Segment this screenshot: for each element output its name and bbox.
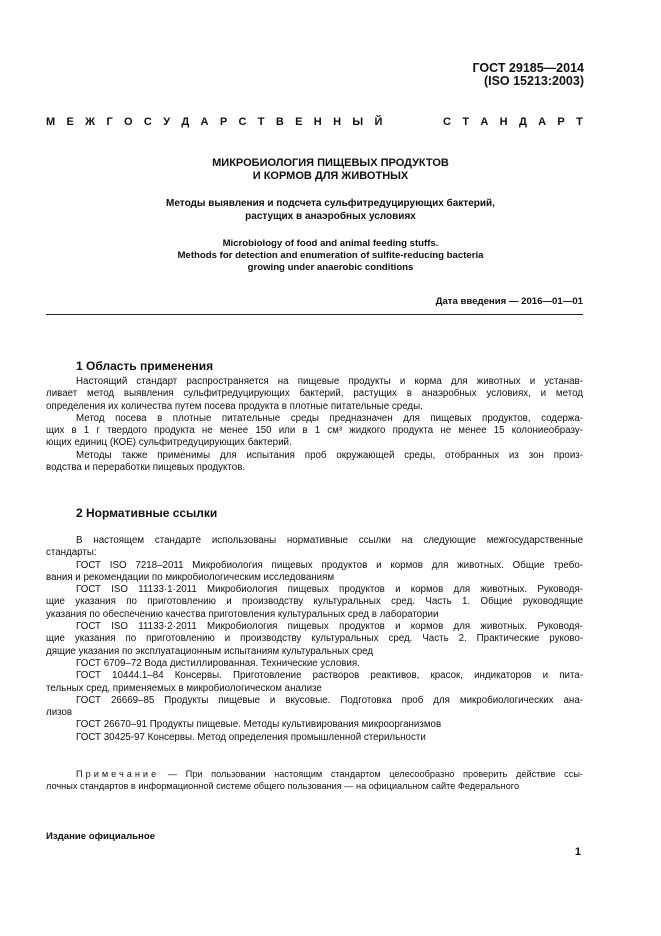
reference-line: дящие указания по эксплуатационным испытаниям культуральных сред [46,645,374,657]
document-code [472,62,584,88]
note-label: Примечание [76,769,160,779]
subtitle-line: Методы выявления и подсчета сульфитредуцирующих бактерий, [166,198,495,209]
divider [46,314,583,315]
interstate-letter: Т [257,116,265,128]
interstate-standard-heading [46,116,583,128]
paragraph-line: ливает метод выявления сульфитредуцирующих бактерий, растущих в анаэробных условиях, и метод [46,388,583,400]
interstate-letter: Ж [85,116,96,128]
interstate-letter: А [480,116,489,128]
section-1-heading: 1 Область применения [76,359,214,373]
interstate-letter: Н [333,116,342,128]
interstate-letter: Н [499,116,508,128]
reference-line: щие указания по приготовлению и производству культуральных сред. Часть 1. Общие руководящие [46,596,583,608]
interstate-letter: Р [557,116,565,128]
reference-line: ГОСТ 26669–85 Продукты пищевые и вкусовые. Подготовка проб для микробиологических ана- [76,694,583,706]
reference-line: ГОСТ ISO 7218–2011 Микробиология пищевых продуктов и кормов для животных. Общие требо- [76,559,583,571]
english-title [46,238,615,274]
paragraph-line: Метод посева в плотные питательные среды предназначен для пищевых продуктов, содержа- [76,412,583,424]
interstate-letter: Р [219,116,228,128]
note-line [46,768,583,780]
english-title-line: Methods for detection and enumeration of sulfite-reducing bacteria [177,250,484,261]
reference-line: ГОСТ 10444.1–84 Консервы. Приготовление растворов реактивов, красок, индикаторов и пита- [76,670,583,682]
english-title-line: growing under anaerobic conditions [247,262,414,273]
interstate-letter: У [163,116,171,128]
interstate-letter: В [275,116,284,128]
reference-line: вания и рекомендации по микробиологическим исследованиям [46,571,335,583]
paragraph-line: водства и переработки пищевых продуктов. [46,462,246,474]
reference-line: ГОСТ 26670–91 Продукты пищевые. Методы культивирования микроорганизмов [76,719,442,731]
subtitle-line: растущих в анаэробных условиях [245,211,416,222]
section-2-heading: 2 Нормативные ссылки [76,506,218,520]
interstate-letter: Г [106,116,113,128]
reference-line: ГОСТ ISO 11133·1·2011 Микробиология пищевых продуктов и кормов для животных. Руководя- [76,584,583,596]
title-line: И КОРМОВ ДЛЯ ЖИВОТНЫХ [252,170,409,182]
interstate-letter: Д [518,116,527,128]
interstate-letter: Т [462,116,470,128]
paragraph-line: стандарты: [46,547,97,559]
paragraph-line: ющих единиц (КОЕ) сульфитредуцирующих бактерий. [46,437,292,449]
paragraph-line: определения их количества путем посева продукта в плотные питательные среды. [46,400,423,412]
interstate-letter: Ы [352,116,364,128]
reference-line: ГОСТ 30425-97 Консервы. Метод определения промышленной стерильности [76,731,426,743]
interstate-letter: Е [66,116,74,128]
interstate-letter: А [200,116,209,128]
document-title [46,157,615,183]
note [46,768,583,793]
title-line: МИКРОБИОЛОГИЯ ПИЩЕВЫХ ПРОДУКТОВ [212,157,449,169]
page-number: 1 [574,846,581,858]
paragraph-line: В настоящем стандарте использованы нормативные ссылки на следующие межгосударственные [76,535,583,546]
interstate-letter: С [443,116,451,128]
interstate-letter: С [143,116,152,128]
iso-number: (ISO 15213:2003) [483,74,584,88]
paragraph-line: Методы также применимы для испытания проб окружающей среды, отобранных из зон произ- [76,449,583,461]
reference-line: щие указания по приготовлению и производству культуральных сред. Часть 2. Практические руково- [46,633,583,645]
reference-line: указания по обеспечению качества приготовления культуральных сред в лаборатории [46,608,439,620]
interstate-letter: О [124,116,133,128]
paragraph-line: Настоящий стандарт распространяется на пищевые продукты и корма для животных и устанав- [76,376,583,387]
word-gap [394,116,432,128]
reference-line: ГОСТ ISO 11133·2·2011 Микробиология пищевых продуктов и кормов для животных. Руководя- [76,621,583,633]
interstate-letter: М [46,116,56,128]
official-edition-label: Издание официальное [46,831,156,842]
document-subtitle [46,197,615,223]
paragraph-line: щих в 1 г твердого продукта не менее 150 или в 1 см³ жидкого продукта не менее 15 колониеобразу- [46,425,583,437]
effective-date: Дата введения — 2016—01—01 [435,296,583,307]
section-1-body [46,376,583,474]
reference-line: тельных сред, применяемых в микробиологическом анализе [46,682,322,694]
interstate-letter: А [538,116,547,128]
gost-number: ГОСТ 29185—2014 [472,61,584,75]
interstate-letter: С [238,116,247,128]
interstate-letter: Н [313,116,322,128]
english-title-line: Microbiology of food and animal feeding stuffs. [222,238,439,249]
section-2-body [46,535,583,744]
interstate-letter: Е [295,116,303,128]
reference-line: ГОСТ 6709–72 Вода дистиллированная. Технические условия. [76,657,360,669]
note-text: — При пользовании настоящим стандартом целесообразно проверить действие ссы- [159,769,583,779]
interstate-letter: Й [374,116,383,128]
reference-line: лизов [46,707,73,719]
note-line: лочных стандартов в информационной системе общего пользования — на официальном сайте Федерального [46,781,520,792]
interstate-letter: Д [181,116,190,128]
interstate-letter: Т [576,116,583,128]
